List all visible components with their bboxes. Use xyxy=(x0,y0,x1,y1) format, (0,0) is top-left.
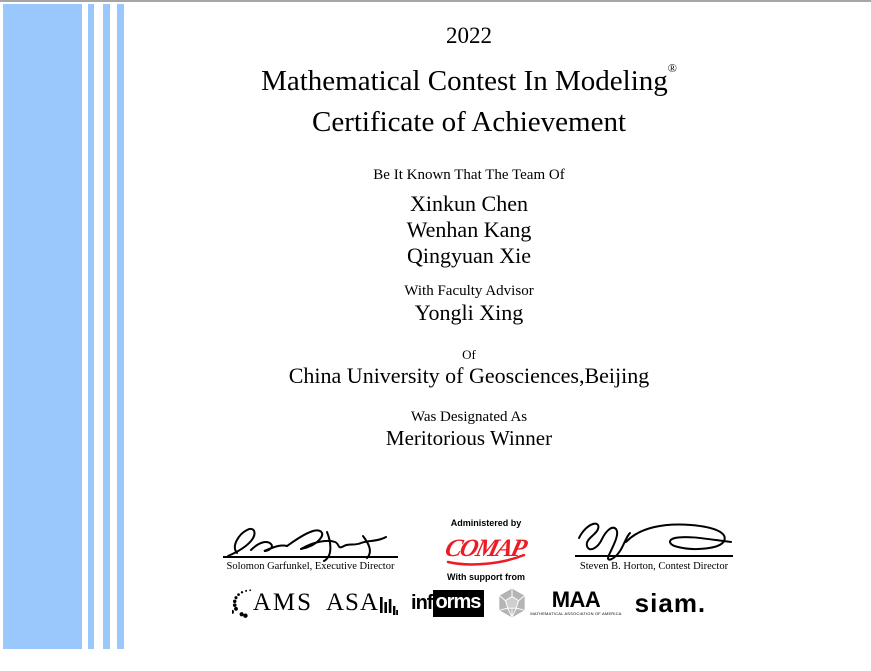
team-intro-label: Be It Known That The Team Of xyxy=(373,167,565,183)
certificate-title-text: Mathematical Contest In Modeling xyxy=(261,65,668,97)
team-member-name: Qingyuan Xie xyxy=(406,243,532,268)
comap-logo-icon xyxy=(440,531,532,569)
advisor-name: Yongli Xing xyxy=(414,300,524,325)
with-support-from-label: With support from xyxy=(447,572,525,582)
contest-director-signature-block xyxy=(563,514,745,576)
signature-rule xyxy=(223,556,398,558)
award-designation: Meritorious Winner xyxy=(385,426,553,450)
sponsor-logo-row xyxy=(122,585,816,621)
team-member-name: Wenhan Kang xyxy=(406,217,532,242)
asa-logo xyxy=(326,589,398,617)
maa-logo-text: MAA xyxy=(551,586,601,612)
team-member-name: Xinkun Chen xyxy=(410,191,528,216)
left-decoration-stripe xyxy=(88,4,94,649)
executive-director-signature-block xyxy=(223,516,398,578)
asa-bars-icon xyxy=(380,597,398,617)
maa-logo-caption: MATHEMATICAL ASSOCIATION OF AMERICA xyxy=(530,611,622,617)
comap-logo xyxy=(440,531,532,569)
maa-polyhedron-icon xyxy=(497,587,527,619)
informs-logo xyxy=(411,590,484,617)
contest-year: 2022 xyxy=(446,23,492,48)
team-member-list xyxy=(122,191,816,269)
institution-name: China University of Geosciences,Beijing xyxy=(288,363,650,388)
of-label: Of xyxy=(462,347,476,362)
certificate-subtitle: Certificate of Achievement xyxy=(311,106,627,138)
comap-logo-text: COMAP xyxy=(442,534,529,562)
siam-logo-text: siam. xyxy=(634,588,707,618)
administered-by-label: Administered by xyxy=(450,518,522,528)
left-decoration-wide-bar xyxy=(3,4,82,649)
administered-by-block xyxy=(430,518,542,582)
siam-logo xyxy=(635,590,707,616)
informs-logo-text-prefix: inf xyxy=(411,591,433,614)
signature-rule xyxy=(575,555,733,557)
certificate-title xyxy=(122,62,816,96)
executive-director-name-title: Solomon Garfunkel, Executive Director xyxy=(226,561,395,572)
designation-intro-label: Was Designated As xyxy=(410,409,528,425)
advisor-intro-label: With Faculty Advisor xyxy=(404,283,534,299)
asa-logo-text: ASA xyxy=(326,589,380,616)
informs-logo-text-boxed: orms xyxy=(433,590,484,617)
registered-trademark-mark: ® xyxy=(667,61,677,75)
maa-logo xyxy=(497,587,621,619)
contest-director-name-title: Steven B. Horton, Contest Director xyxy=(579,561,729,572)
ams-arc-icon xyxy=(232,586,252,620)
left-decoration-stripe xyxy=(103,4,110,649)
ams-logo-text: AMS xyxy=(252,589,313,616)
ams-logo xyxy=(232,586,313,620)
